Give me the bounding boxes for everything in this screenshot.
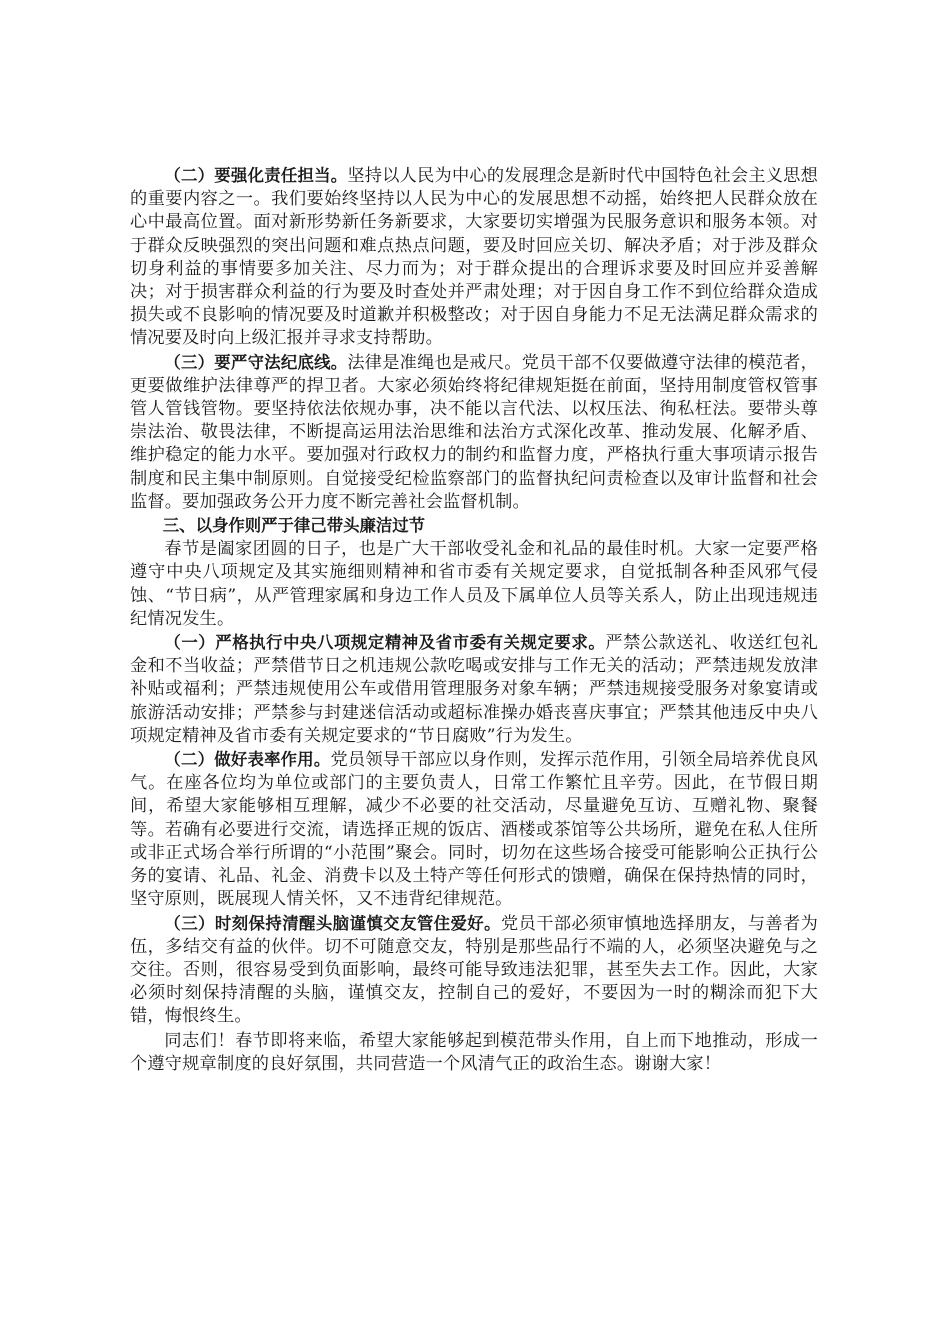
paragraph-text: 坚持以人民为中心的发展理念是新时代中国特色社会主义思想的重要内容之一。我们要始终坚持以人民为中心的发展思想不动摇，始终把人民群众放在心中最高位置。面对新形势新任务新要求，大家要切实增强为民服务意识和服务本领。对于群众反映强烈的突出问题和难点热点问题，要及时回应关切、解决矛盾；对于涉及群众切身利益的事情要多加关注、尽力而为；对于群众提出的合理诉求要及时回应并妥善解决；对于损害群众利益的行为要及时查处并严肃处理；对于因自身工作不到位给群众造成损失或不良影响的情况要及时道歉并积极整改；对于因自身能力不足无法满足群众需求的情况要及时向上级汇报并寻求支持帮助。 xyxy=(130,166,818,349)
paragraph-spring-festival xyxy=(130,537,818,631)
paragraph-text: 春节是阖家团圆的日子，也是广大干部收受礼金和礼品的最佳时机。大家一定要严格遵守中央八项规定及其实施细则精神和省市委有关规定要求，自觉抵制各种歪风邪气侵蚀、“节日病”，从严管理家属和身边工作人员及下属单位人员等关系人，防止出现违规违纪情况发生。 xyxy=(130,539,818,629)
paragraph-careful-friends xyxy=(130,912,818,1029)
paragraph-set-example xyxy=(130,748,818,911)
paragraph-law-discipline xyxy=(130,351,818,514)
paragraph-lead: （三）时刻保持清醒头脑谨慎交友管住爱好。 xyxy=(164,913,501,933)
document-body xyxy=(130,164,818,1076)
paragraph-lead: （一）严格执行中央八项规定精神及省市委有关规定要求。 xyxy=(164,633,606,653)
paragraph-closing xyxy=(130,1029,818,1076)
paragraph-responsibility xyxy=(130,164,818,351)
paragraph-text: 同志们！春节即将来临，希望大家能够起到模范带头作用，自上而下地推动，形成一个遵守规章制度的良好氛围，共同营造一个风清气正的政治生态。谢谢大家！ xyxy=(130,1030,818,1074)
paragraph-eight-rules xyxy=(130,631,818,748)
paragraph-text: 党员领导干部应以身作则，发挥示范作用，引领全局培养优良风气。在座各位均为单位或部门的主要负责人，日常工作繁忙且辛劳。因此，在节假日期间，希望大家能够相互理解，减少不必要的社交活动，尽量避免互访、互赠礼物、聚餐等。若确有必要进行交流，请选择正规的饭店、酒楼或茶馆等公共场所，避免在私人住所或非正式场合举行所谓的“小范围”聚会。同时，切勿在这些场合接受可能影响公正执行公务的宴请、礼品、礼金、消费卡以及土特产等任何形式的馈赠，确保在保持热情的同时，坚守原则，既展现人情关怀，又不违背纪律规范。 xyxy=(130,750,818,910)
paragraph-lead: （二）要强化责任担当。 xyxy=(164,166,348,185)
paragraph-text: 党员干部必须审慎地选择朋友，与善者为伍，多结交有益的伙伴。切不可随意交友，特别是那些品行不端的人，必须坚决避免与之交往。否则，很容易受到负面影响，最终可能导致违法犯罪，甚至失去工作。因此，大家必须时刻保持清醒的头脑，谨慎交友，控制自己的爱好，不要因为一时的糊涂而犯下大错，悔恨终生。 xyxy=(130,913,818,1027)
section-heading: 三、以身作则严于律己带头廉洁过节 xyxy=(162,516,426,536)
paragraph-lead: （三）要严守法纪底线。 xyxy=(164,352,348,372)
paragraph-lead: （二）做好表率作用。 xyxy=(164,750,331,770)
paragraph-text: 严禁公款送礼、收送红包礼金和不当收益；严禁借节日之机违规公款吃喝或安排与工作无关的活动；严禁违规发放津补贴或福利；严禁违规使用公车或借用管理服务对象车辆；严禁违规接受服务对象宴请或旅游活动安排；严禁参与封建迷信活动或超标准操办婚丧喜庆事宜；严禁其他违反中央八项规定精神及省市委有关规定要求的“节日腐败”行为发生。 xyxy=(130,633,819,746)
paragraph-text: 法律是准绳也是戒尺。党员干部不仅要做遵守法律的模范者，更要做维护法律尊严的捍卫者。大家必须始终将纪律规矩挺在前面，坚持用制度管权管事管人管钱管物。要坚持依法依规办事，决不能以言代法、以权压法、徇私枉法。要带头尊崇法治、敬畏法律，不断提高运用法治思维和法治方式深化改革、推动发展、化解矛盾、维护稳定的能力水平。要加强对行政权力的制约和监督力度，严格执行重大事项请示报告制度和民主集中制原则。自觉接受纪检监察部门的监督执纪问责检查以及审计监督和社会监督。要加强政务公开力度不断完善社会监督机制。 xyxy=(130,352,818,512)
